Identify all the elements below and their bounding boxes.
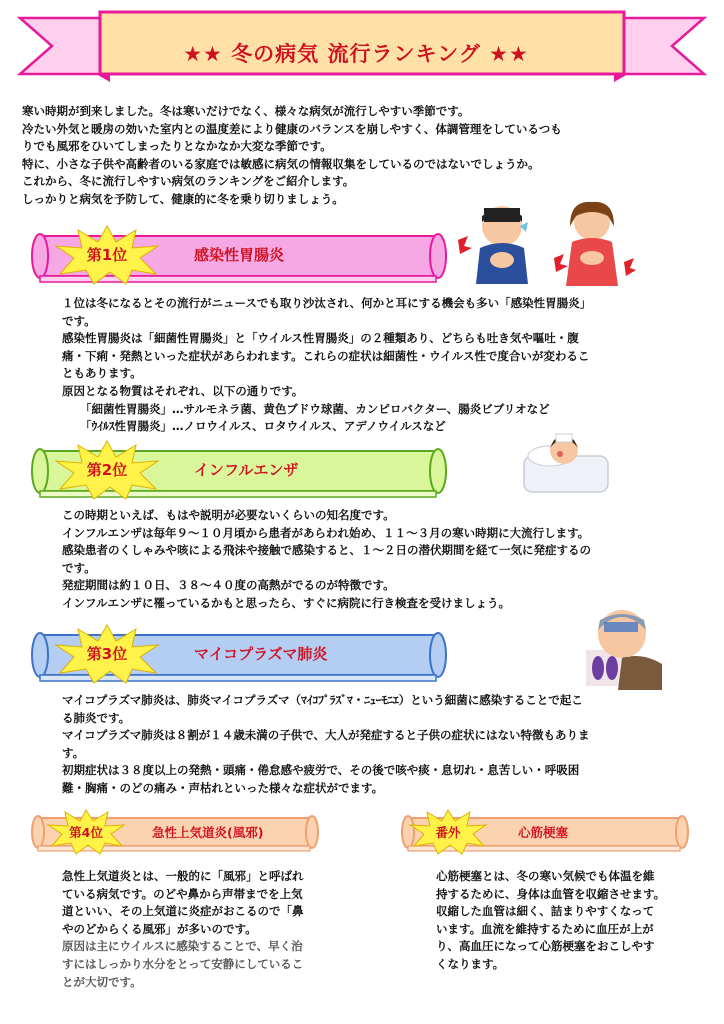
stomachache-boy-illustration xyxy=(450,204,540,290)
intro-paragraph xyxy=(22,103,712,209)
text-line: 「ｳｲﾙｽ性胃腸炎」…ノロウイルス、ロタウイルス、アデノウイルスなど xyxy=(80,419,446,434)
intro-line: 特に、小さな子供や高齢者のいる家庭では敏感に病気の情報収集をしているのではないでしょうか。 xyxy=(22,156,540,171)
rank2-banner xyxy=(30,443,450,505)
intro-line: りでも風邪をひいてしまったりとなかなか大変な季節です。 xyxy=(22,139,332,154)
text-line: ている病気です。のどや鼻から声帯までを上気 xyxy=(62,886,303,901)
text-line: とが大切です。 xyxy=(62,974,142,989)
stomachache-woman-illustration xyxy=(548,198,638,290)
text-line: ともあります。 xyxy=(62,366,142,381)
text-line: インフルエンザに罹っているかもと思ったら、すぐに病院に行き検査を受けましょう。 xyxy=(62,595,511,610)
rank3-paragraph xyxy=(62,692,712,798)
text-line: 感染患者のくしゃみや咳による飛沫や接触で感染すると、１～２日の潜伏期間を経て一気に発症するの xyxy=(62,543,591,558)
coughing-elder-illustration xyxy=(578,600,668,690)
rank4-banner xyxy=(30,812,320,858)
title-banner xyxy=(0,10,724,85)
text-line: 収縮した血管は細く、詰まりやすくなって xyxy=(436,904,655,919)
intro-line: 寒い時期が到来しました。冬は寒いだけでなく、様々な病気が流行しやすい季節です。 xyxy=(22,104,470,118)
text-line: １位は冬になるとその流行がニュースでも取り沙汰され、何かと耳にする機会も多い「感染性胃腸炎」 xyxy=(62,296,592,310)
text-line: です。 xyxy=(62,313,96,328)
text-line: 「細菌性胃腸炎」…サルモネラ菌、黄色ブドウ球菌、カンピロバクター、腸炎ビブリオなど xyxy=(80,401,550,416)
text-line: 発症期間は約１０日、３８～４０度の高熱がでるのが特徴です。 xyxy=(62,578,395,593)
rank1-label: 第1位 xyxy=(86,246,128,264)
text-line: います。血流を維持するために血圧が上が xyxy=(436,921,654,936)
text-line: です。 xyxy=(62,560,96,575)
intro-line: これから、冬に流行しやすい病気のランキングをご紹介します。 xyxy=(22,174,355,189)
rank1-banner xyxy=(30,228,450,290)
rank4-label: 第4位 xyxy=(69,825,103,840)
text-line: り、高血圧になって心筋梗塞をおこしやす xyxy=(436,939,655,954)
text-line: この時期といえば、もはや説明が必要ないくらいの知名度です。 xyxy=(62,508,395,522)
rank3-name: マイコプラズマ肺炎 xyxy=(194,645,328,663)
rank4-paragraph xyxy=(62,868,352,991)
rank2-label: 第2位 xyxy=(86,461,128,479)
text-line: 原因は主にウイルスに感染することで、早く治 xyxy=(62,939,303,954)
text-line: 持するために、身体は血管を収縮させます。 xyxy=(436,886,666,901)
text-line: やのどからくる風邪」が多いのです。 xyxy=(62,921,257,936)
text-line: す。 xyxy=(62,745,85,760)
rank2-name: インフルエンザ xyxy=(194,461,299,479)
flu-in-bed-illustration xyxy=(520,426,610,496)
text-line: 心筋梗塞とは、冬の寒い気候でも体温を維 xyxy=(436,869,655,883)
text-line: 原因となる物質はそれぞれ、以下の通りです。 xyxy=(62,383,304,398)
bangai-banner xyxy=(400,812,690,858)
text-line: くなります。 xyxy=(436,956,505,971)
text-line: マイコプラズマ肺炎は８割が１４歳未満の子供で、大人が発症すると子供の症状にはない特徴もありま xyxy=(62,728,590,743)
text-line: 難・胸痛・のどの痛み・声枯れといった様々な症状がでます。 xyxy=(62,780,384,795)
text-line: る肺炎です。 xyxy=(62,710,131,725)
intro-line: 冷たい外気と暖房の効いた室内との温度差により健康のバランスを崩しやすく、体調管理をしているつも xyxy=(22,121,562,136)
text-line: インフルエンザは毎年９～１０月頃から患者があらわれ始め、１１～３月の寒い時期に大流行します。 xyxy=(62,525,590,540)
text-line: 痛・下痢・発熱といった症状があらわれます。これらの症状は細菌性・ウイルス性で度合いが変わるこ xyxy=(62,348,590,363)
bangai-paragraph xyxy=(436,868,714,974)
bangai-name: 心筋梗塞 xyxy=(518,825,569,840)
rank3-banner xyxy=(30,627,450,689)
rank3-label: 第3位 xyxy=(86,645,128,663)
text-line: 初期症状は３８度以上の発熱・頭痛・倦怠感や疲労で、その後で咳や痰・息切れ・息苦しい・呼吸困 xyxy=(62,763,580,778)
bangai-label: 番外 xyxy=(435,825,461,840)
text-line: 道といい、その上気道に炎症がおこるので「鼻 xyxy=(62,904,304,919)
intro-line: しっかりと病気を予防して、健康的に冬を乗り切りましょう。 xyxy=(22,191,344,206)
rank1-name: 感染性胃腸炎 xyxy=(194,246,285,264)
text-line: 感染性胃腸炎は「細菌性胃腸炎」と「ウイルス性胃腸炎」の２種類あり、どちらも吐き気や嘔吐・腹 xyxy=(62,331,579,346)
text-line: 急性上気道炎とは、一般的に「風邪」と呼ばれ xyxy=(62,869,304,883)
rank2-paragraph xyxy=(62,507,712,613)
page-title: ★★ 冬の病気 流行ランキング ★★ xyxy=(183,42,529,66)
text-line: マイコプラズマ肺炎は、肺炎マイコプラズマ（ﾏｲｺﾌﾟﾗｽﾞﾏ・ﾆｭｰﾓﾆｴ）という細菌に感染することで起こ xyxy=(62,693,583,707)
rank4-name: 急性上気道炎(風邪) xyxy=(152,825,264,840)
text-line: すにはしっかり水分をとって安静にしているこ xyxy=(62,956,304,971)
rank1-paragraph xyxy=(62,295,712,436)
